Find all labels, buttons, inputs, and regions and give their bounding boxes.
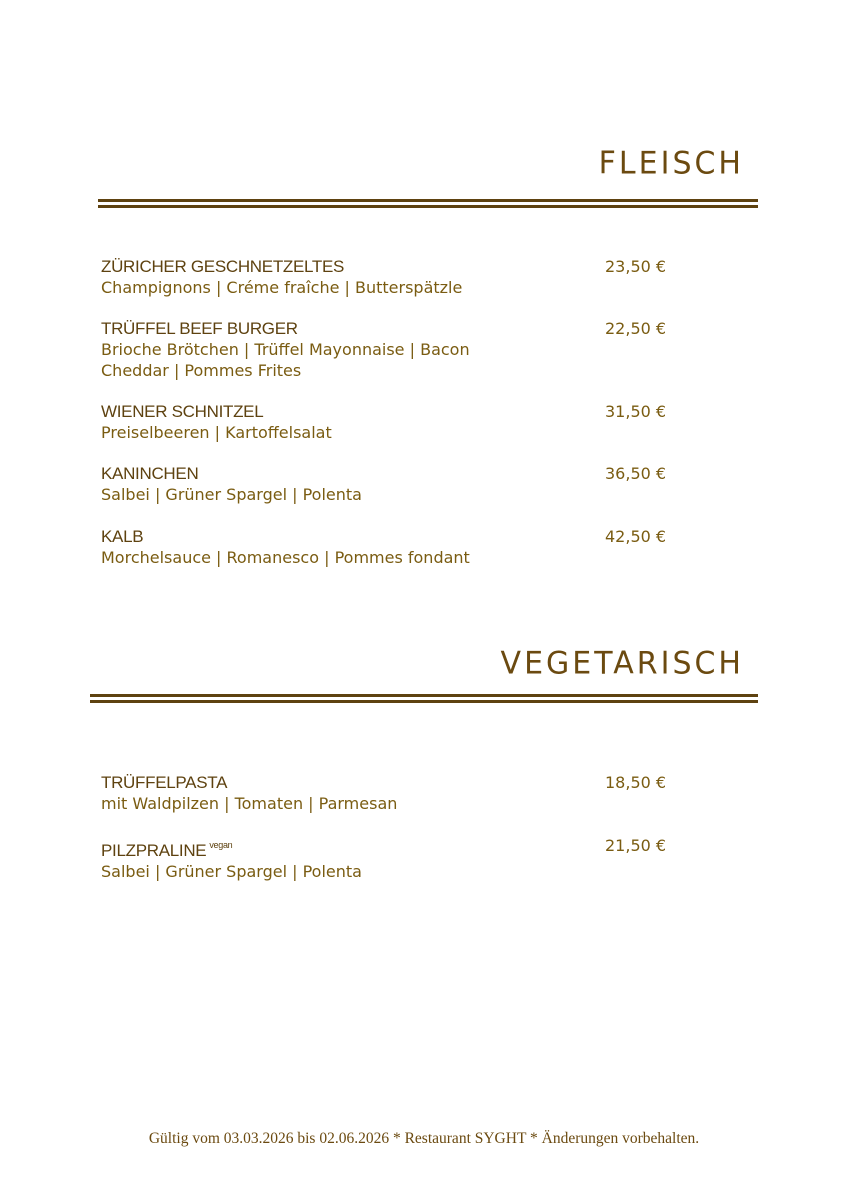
menu-item-description: Champignons | Créme fraîche | Butterspätzle bbox=[101, 278, 463, 297]
menu-item-price: 22,50 € bbox=[605, 319, 667, 338]
menu-item-price: 21,50 € bbox=[605, 836, 667, 855]
menu-item-description: Salbei | Grüner Spargel | Polenta bbox=[101, 862, 362, 881]
menu-item-description: Morchelsauce | Romanesco | Pommes fondant bbox=[101, 548, 470, 567]
menu-item-description: Salbei | Grüner Spargel | Polenta bbox=[101, 485, 362, 504]
section-title-vegetarisch: VEGETARISCH bbox=[500, 645, 744, 682]
menu-item bbox=[101, 772, 681, 814]
menu-item-price: 31,50 € bbox=[605, 402, 667, 421]
menu-item-price: 42,50 € bbox=[605, 527, 667, 546]
vegan-tag: vegan bbox=[209, 840, 233, 850]
menu-item-price: 36,50 € bbox=[605, 464, 667, 483]
validity-footer: Gültig vom 03.03.2026 bis 02.06.2026 * Restaurant SYGHT * Änderungen vorbehalten. bbox=[148, 1130, 700, 1147]
menu-item-description: Preiselbeeren | Kartoffelsalat bbox=[101, 423, 332, 442]
menu-item-description: Brioche Brötchen | Trüffel Mayonnaise | Bacon Cheddar | Pommes Frites bbox=[101, 340, 470, 380]
menu-item-name: ZÜRICHER GESCHNETZELTES bbox=[101, 257, 345, 276]
menu-item bbox=[101, 463, 681, 505]
menu-item bbox=[101, 256, 681, 298]
menu-item-name: KALB bbox=[101, 527, 144, 546]
menu-item bbox=[101, 526, 681, 568]
menu-item-name: PILZPRALINE bbox=[101, 841, 207, 860]
menu-item bbox=[101, 835, 681, 882]
menu-item bbox=[101, 318, 681, 381]
menu-item-name-row bbox=[101, 835, 681, 861]
double-rule-divider bbox=[90, 694, 758, 704]
menu-item-name: WIENER SCHNITZEL bbox=[101, 402, 264, 421]
menu-item-name: TRÜFFEL BEEF BURGER bbox=[101, 319, 298, 338]
menu-item-price: 23,50 € bbox=[605, 257, 667, 276]
menu-item-name: KANINCHEN bbox=[101, 464, 199, 483]
menu-item-price: 18,50 € bbox=[605, 773, 667, 792]
section-title-fleisch: FLEISCH bbox=[598, 145, 744, 182]
menu-item bbox=[101, 401, 681, 443]
double-rule-divider bbox=[98, 199, 758, 209]
menu-item-description: mit Waldpilzen | Tomaten | Parmesan bbox=[101, 794, 398, 813]
menu-item-name: TRÜFFELPASTA bbox=[101, 773, 228, 792]
